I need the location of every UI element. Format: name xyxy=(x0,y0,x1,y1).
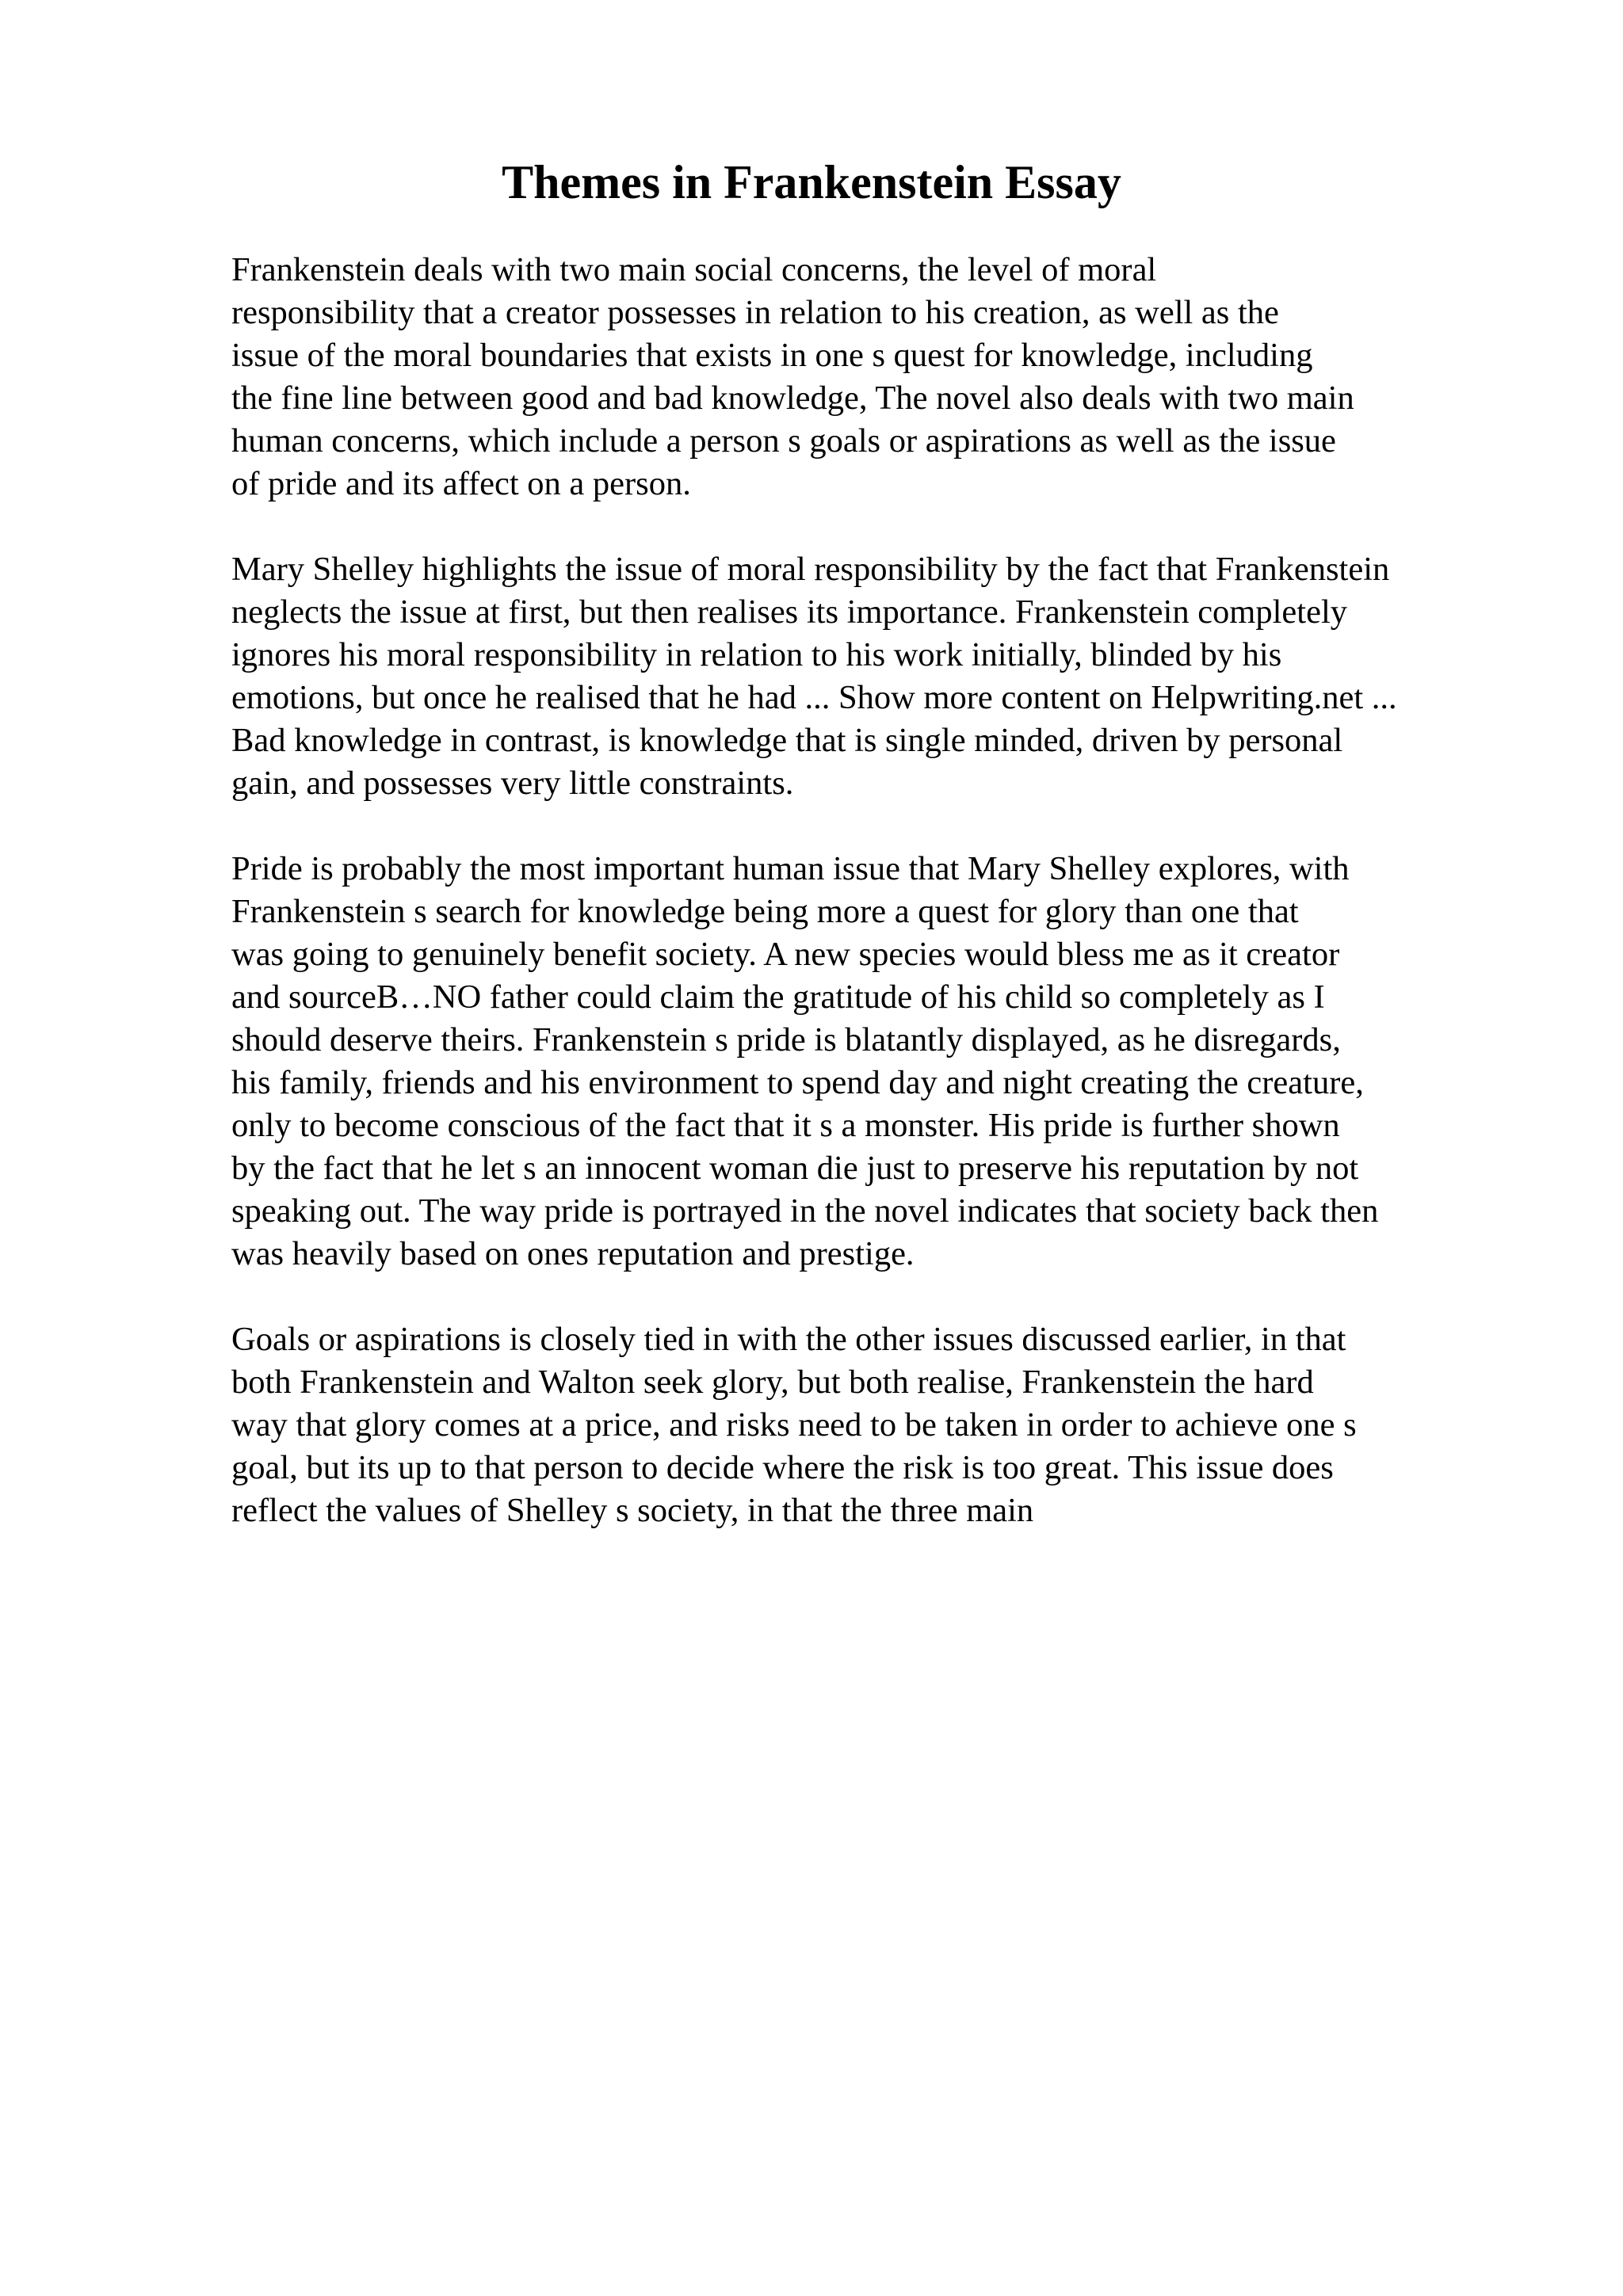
paragraph-line: Bad knowledge in contrast, is knowledge that is single minded, driven by personal xyxy=(231,722,1343,759)
paragraph-line: goal, but its up to that person to decide where the risk is too great. This issue does xyxy=(231,1449,1334,1486)
paragraph-line: Frankenstein s search for knowledge being more a quest for glory than one that xyxy=(231,893,1299,930)
paragraph-line: and sourceB…NO father could claim the gratitude of his child so completely as I xyxy=(231,978,1325,1016)
paragraph-line: Pride is probably the most important human issue that Mary Shelley explores, with xyxy=(231,850,1350,887)
document-title: Themes in Frankenstein Essay xyxy=(502,156,1121,208)
paragraph-line: his family, friends and his environment to spend day and night creating the creature, xyxy=(231,1064,1364,1101)
paragraph-line: human concerns, which include a person s goals or aspirations as well as the issue xyxy=(231,422,1336,460)
paragraph-line: responsibility that a creator possesses in relation to his creation, as well as the xyxy=(231,294,1279,331)
paragraph-line: by the fact that he let s an innocent woman die just to preserve his reputation by not xyxy=(231,1150,1359,1187)
paragraph-line: only to become conscious of the fact that it s a monster. His pride is further shown xyxy=(231,1107,1340,1144)
paragraph-line: ignores his moral responsibility in relation to his work initially, blinded by his xyxy=(231,636,1282,673)
paragraph-4 xyxy=(231,1318,1610,1532)
paragraph-line: neglects the issue at first, but then realises its importance. Frankenstein completely xyxy=(231,593,1348,631)
paragraph-line: reflect the values of Shelley s society, in that the three main xyxy=(231,1492,1034,1529)
paragraph-2 xyxy=(231,548,1610,805)
paragraph-line: Mary Shelley highlights the issue of moral responsibility by the fact that Frankenstein xyxy=(231,551,1390,588)
paragraph-line: way that glory comes at a price, and risks need to be taken in order to achieve one s xyxy=(231,1406,1357,1444)
paragraph-line: of pride and its affect on a person. xyxy=(231,465,691,502)
paragraph-line: emotions, but once he realised that he had ... Show more content on Helpwriting.net ... xyxy=(231,679,1397,716)
paragraph-line: Frankenstein deals with two main social concerns, the level of moral xyxy=(231,251,1157,288)
paragraph-1 xyxy=(231,249,1610,505)
paragraph-line: both Frankenstein and Walton seek glory, but both realise, Frankenstein the hard xyxy=(231,1363,1314,1401)
paragraph-line: speaking out. The way pride is portrayed in the novel indicates that society back then xyxy=(231,1192,1379,1230)
paragraph-line: the fine line between good and bad knowledge, The novel also deals with two main xyxy=(231,379,1354,417)
paragraph-3 xyxy=(231,848,1610,1276)
paragraph-line: issue of the moral boundaries that exists in one s quest for knowledge, including xyxy=(231,337,1313,374)
paragraph-line: was heavily based on ones reputation and prestige. xyxy=(231,1235,915,1272)
paragraph-line: Goals or aspirations is closely tied in with the other issues discussed earlier, in that xyxy=(231,1321,1346,1358)
paragraph-line: gain, and possesses very little constraints. xyxy=(231,765,794,802)
paragraph-line: should deserve theirs. Frankenstein s pride is blatantly displayed, as he disregards, xyxy=(231,1021,1341,1058)
paragraph-line: was going to genuinely benefit society. A new species would bless me as it creator xyxy=(231,936,1340,973)
